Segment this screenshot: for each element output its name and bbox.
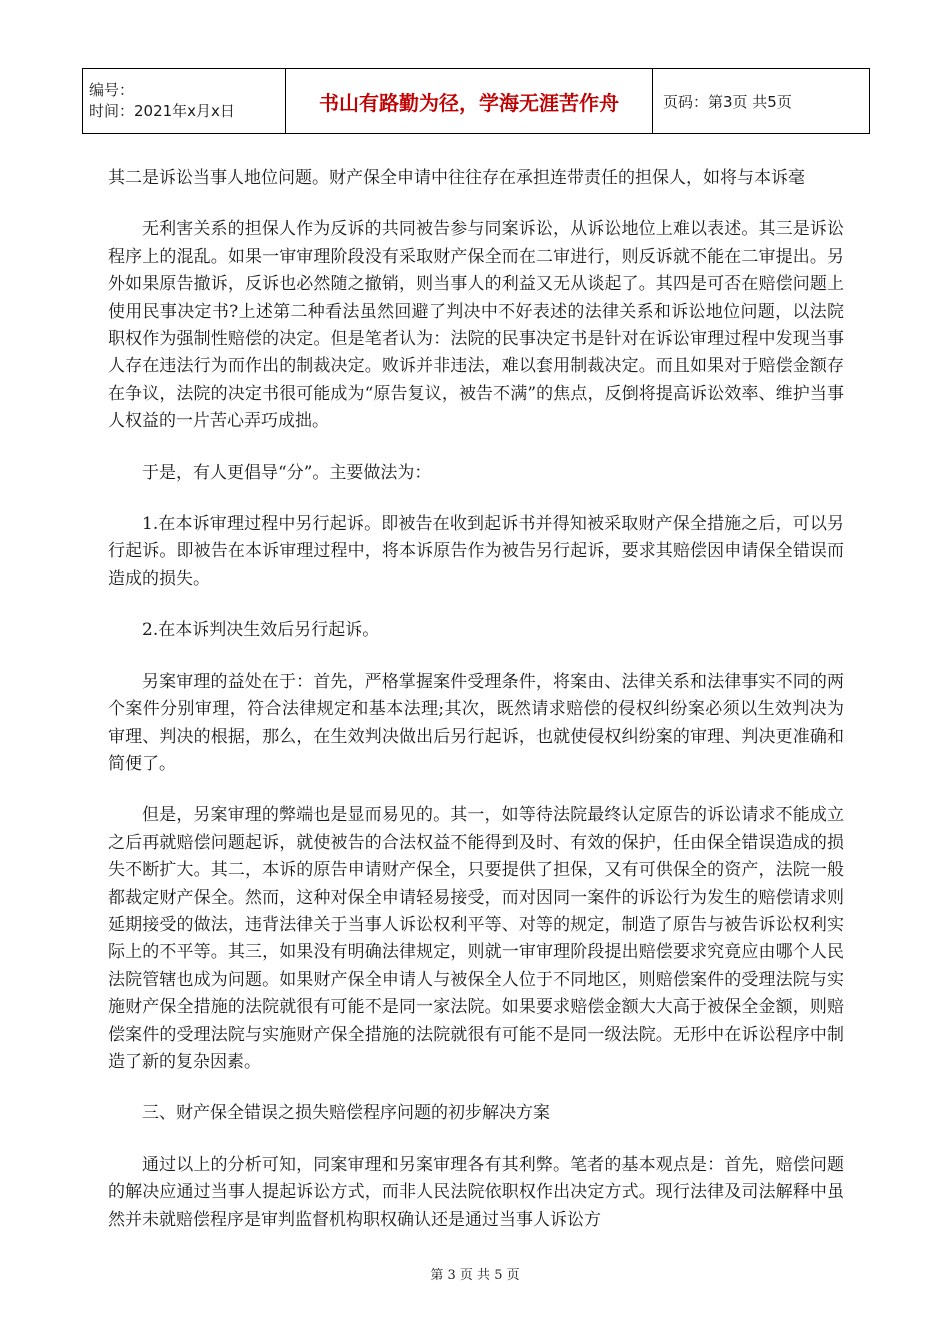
header-page-info: 页码：第3页 共5页	[653, 69, 870, 134]
document-number-label: 编号：	[89, 81, 135, 99]
paragraph-4: 1.在本诉审理过程中另行起诉。即被告在收到起诉书并得知被采取财产保全措施之后，可以另行起诉。即被告在本诉审理过程中，将本诉原告作为被告另行起诉，要求其赔偿因申请保全错误而造成的损失。	[108, 514, 844, 589]
paragraph-6: 另案审理的益处在于：首先，严格掌握案件受理条件，将案由、法律关系和法律事实不同的两个案件分别审理，符合法律规定和基本法理;其次，既然请求赔偿的侵权纠纷案必须以生效判决为审理、判决的根据，那么，在生效判决做出后另行起诉，也就使侵权纠纷案的审理、判决更准确和简便了。	[108, 671, 844, 774]
paragraph-3: 于是，有人更倡导“分”。主要做法为：	[142, 462, 432, 483]
section-heading: 三、财产保全错误之损失赔偿程序问题的初步解决方案	[142, 1103, 550, 1124]
paragraph-7: 但是，另案审理的弊端也是显而易见的。其一，如等待法院最终认定原告的诉讼请求不能成立之后再就赔偿问题起诉，就使被告的合法权益不能得到及时、有效的保护，任由保全错误造成的损失不断扩大。其二，本诉的原告申请财产保全，只要提供了担保，又有可供保全的资产，法院一般都裁定财产保全。然而，这种对保全申请轻易接受，而对因同一案件的诉讼行为发生的赔偿请求则延期接受的做法，违背法律关于当事人诉讼权利平等、对等的规定，制造了原告与被告诉讼权利实际上的不平等。其三，如果没有明确法律规定，则就一审审理阶段提出赔偿要求究竟应由哪个人民法院管辖也成为问题。如果财产保全申请人与被保全人位于不同地区，则赔偿案件的受理法院与实施财产保全措施的法院就很有可能不是同一家法院。如果要求赔偿金额大大高于被保全金额，则赔偿案件的受理法院与实施财产保全措施的法院就很有可能不是同一级法院。无形中在诉讼程序中制造了新的复杂因素。	[108, 805, 844, 1072]
document-date-label: 时间：2021年x月x日	[89, 102, 235, 120]
header-motto: 书山有路勤为径，学海无涯苦作舟	[286, 69, 653, 134]
header-left-cell	[83, 69, 286, 134]
document-body	[108, 165, 844, 1258]
paragraph-1: 其二是诉讼当事人地位问题。财产保全申请中往往存在承担连带责任的担保人，如将与本诉毫	[108, 168, 805, 188]
paragraph-8: 通过以上的分析可知，同案审理和另案审理各有其利弊。笔者的基本观点是：首先，赔偿问题的解决应通过当事人提起诉讼方式，而非人民法院依职权作出决定方式。现行法律及司法解释中虽然并未就赔偿程序是审判监督机构职权确认还是通过当事人诉讼方	[108, 1154, 844, 1230]
document-header	[82, 68, 870, 134]
paragraph-2: 无利害关系的担保人作为反诉的共同被告参与同案诉讼，从诉讼地位上难以表述。其三是诉讼程序上的混乱。如果一审审理阶段没有采取财产保全而在二审进行，则反诉就不能在二审提出。另外如果原告撤诉，反诉也必然随之撤销，则当事人的利益又无从谈起了。其四是可否在赔偿问题上使用民事决定书?上述第二种看法虽然回避了判决中不好表述的法律关系和诉讼地位问题，以法院职权作为强制性赔偿的决定。但是笔者认为：法院的民事决定书是针对在诉讼审理过程中发现当事人存在违法行为而作出的制裁决定。败诉并非违法，难以套用制裁决定。而且如果对于赔偿金额存在争议，法院的决定书很可能成为“原告复议，被告不满”的焦点，反倒将提高诉讼效率、维护当事人权益的一片苦心弄巧成拙。	[108, 219, 844, 432]
paragraph-5: 2.在本诉判决生效后另行起诉。	[142, 620, 380, 641]
page-footer: 第 3 页 共 5 页	[430, 1268, 520, 1283]
